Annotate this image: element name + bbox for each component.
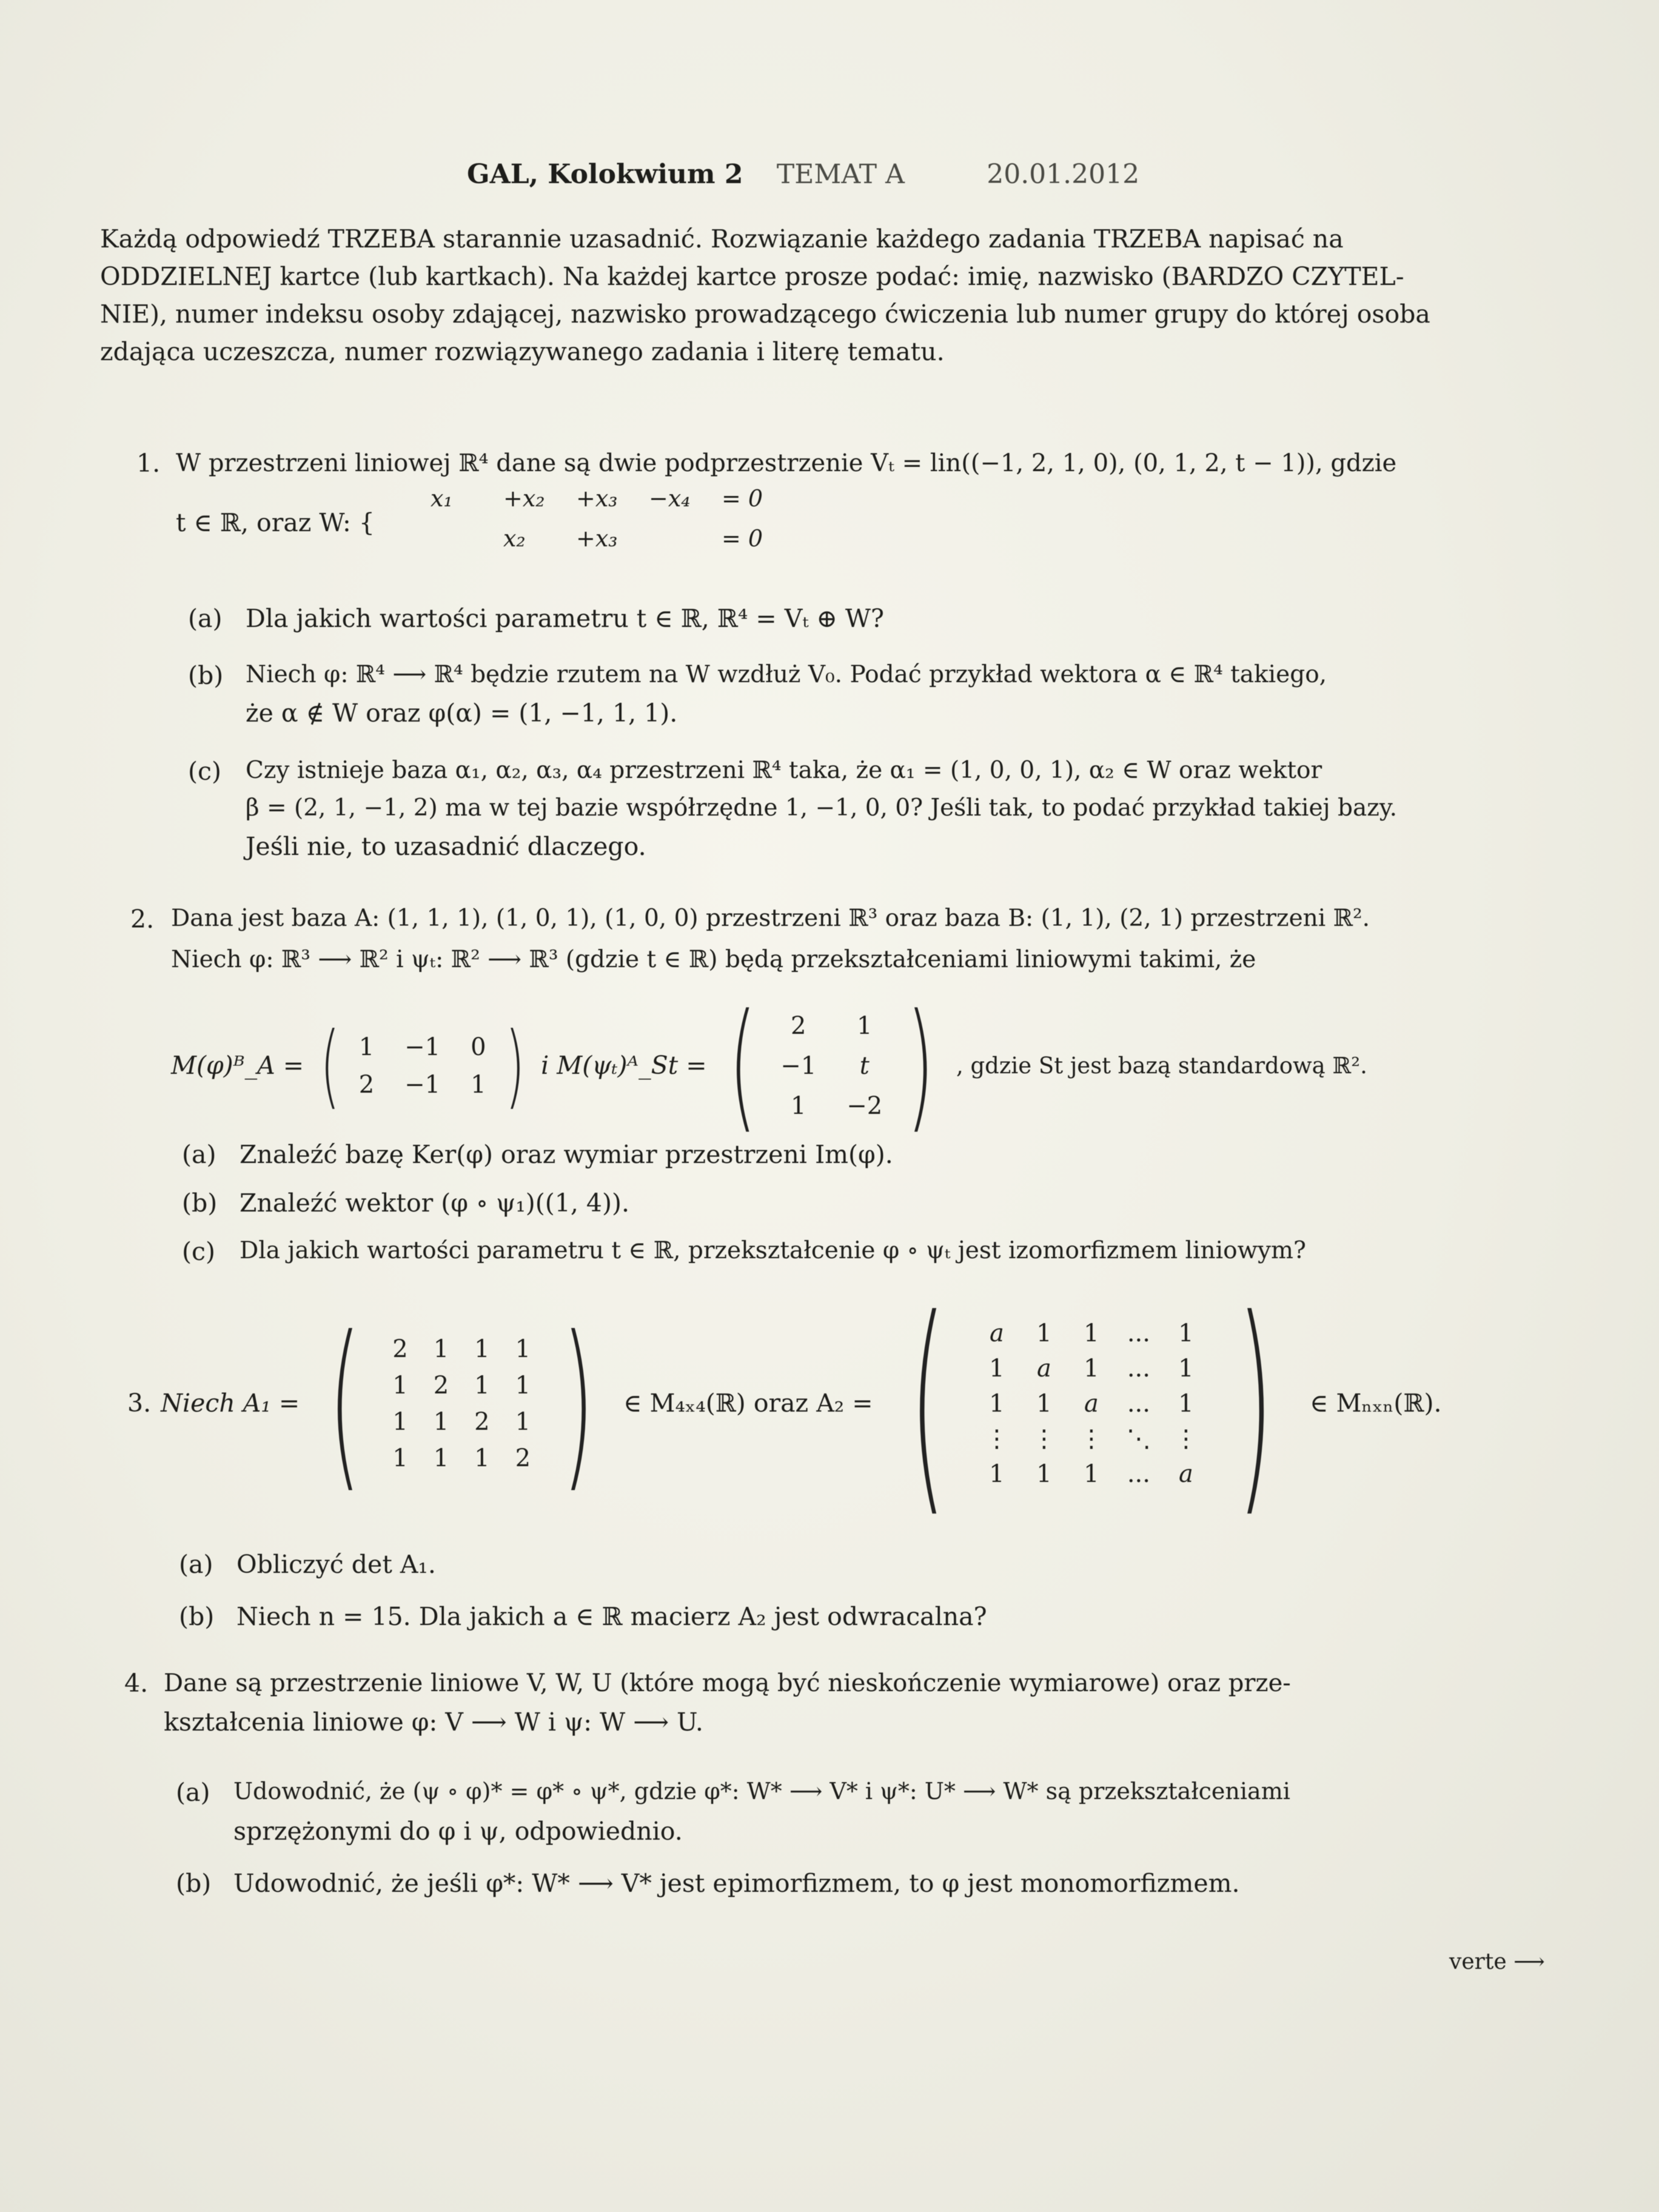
p1-line2: t ∈ ℝ, oraz W: { <box>176 508 375 537</box>
p2-a-label: (a) <box>182 1140 216 1169</box>
matrix-cell: 1 <box>433 1444 449 1472</box>
p1-b-text-2: że α ∉ W oraz φ(α) = (1, −1, 1, 1). <box>246 699 678 728</box>
p3-tail: ∈ Mₙₓₙ(ℝ). <box>1310 1389 1442 1418</box>
p3-b-text: Niech n = 15. Dla jakich a ∈ ℝ macierz A₂ jest odwracalna? <box>236 1602 987 1631</box>
p1-eq-row-2 <box>431 525 776 553</box>
matrix-cell: 1 <box>433 1408 449 1436</box>
p2-b-label: (b) <box>182 1188 218 1218</box>
matrix-cell: ... <box>1127 1319 1150 1347</box>
matrix-cell: ⋮ <box>984 1425 1009 1453</box>
course-title: GAL, Kolokwium 2 <box>467 159 743 190</box>
p3-matrix-A2 <box>982 1319 1201 1489</box>
matrix-cell: a <box>1036 1355 1051 1382</box>
p2-tail-text: , gdzie St jest bazą standardową ℝ². <box>956 1052 1367 1079</box>
matrix-cell: 1 <box>392 1408 408 1436</box>
matrix-cell: 1 <box>989 1355 1005 1382</box>
p1-c-label: (c) <box>188 757 221 786</box>
p2-matrix-1 <box>357 1033 489 1099</box>
matrix-cell: 1 <box>474 1335 490 1363</box>
matrix-cell: 1 <box>474 1444 490 1472</box>
eq-term: x₁ <box>431 485 453 512</box>
right-paren: ) <box>562 1298 594 1509</box>
eq-term <box>431 525 503 553</box>
p1-a-text: Dla jakich wartości parametru t ∈ ℝ, ℝ⁴ = Vₜ ⊕ W? <box>246 604 885 633</box>
matrix-cell: a <box>989 1319 1004 1347</box>
p2-c-text: Dla jakich wartości parametru t ∈ ℝ, przekształcenie φ ∘ ψₜ jest izomorfizmem liniowym? <box>240 1237 1306 1264</box>
matrix-cell: 2 <box>358 1071 375 1099</box>
p1-eq-row-1 <box>431 485 776 513</box>
p3-b-label: (b) <box>179 1602 215 1631</box>
p1-b-label: (b) <box>188 661 224 690</box>
matrix-cell: ... <box>1127 1355 1150 1382</box>
p1-b-text-1: Niech φ: ℝ⁴ ⟶ ℝ⁴ będzie rzutem na W wzdłuż V₀. Podać przykład wektora α ∈ ℝ⁴ takiego, <box>246 661 1327 688</box>
p4-a-text-1: Udowodnić, że (ψ ∘ φ)* = φ* ∘ ψ*, gdzie φ*: W* ⟶ V* i ψ*: U* ⟶ W* są przekształceniami <box>233 1778 1290 1805</box>
matrix-cell: 1 <box>1036 1390 1052 1418</box>
p2-line1: Dana jest baza A: (1, 1, 1), (1, 0, 1), (1, 0, 0) przestrzeni ℝ³ oraz baza B: (1, 1), (2, 1) przestrzeni ℝ². <box>171 905 1370 932</box>
left-paren: ( <box>320 1013 340 1119</box>
right-paren: ) <box>504 1013 525 1119</box>
matrix-cell: 1 <box>1036 1460 1052 1488</box>
matrix-cell: a <box>1084 1390 1099 1418</box>
matrix-cell: 1 <box>471 1071 486 1099</box>
p3-lead: Niech A₁ = <box>161 1389 300 1418</box>
p3-number: 3. <box>127 1389 152 1418</box>
eq-term: = 0 <box>722 485 763 512</box>
matrix-cell: 1 <box>515 1335 531 1363</box>
matrix-cell: 1 <box>989 1390 1005 1418</box>
matrix-cell: a <box>1178 1460 1193 1488</box>
intro-line-3: NIE), numer indeksu osoby zdającej, nazwisko prowadzącego ćwiczenia lub numer grupy do której osoba <box>100 300 1430 329</box>
p2-m1-label: M(φ)ᴮ_A = <box>171 1051 304 1081</box>
left-paren: ( <box>329 1298 361 1509</box>
matrix-cell: 1 <box>358 1033 375 1061</box>
p3-a-label: (a) <box>179 1550 213 1579</box>
matrix-cell: ... <box>1127 1460 1150 1488</box>
p4-number: 4. <box>124 1669 149 1698</box>
p1-c-text-3: Jeśli nie, to uzasadnić dlaczego. <box>246 832 646 861</box>
matrix-cell: 1 <box>1178 1390 1194 1418</box>
p2-matrix-line <box>171 982 1367 1150</box>
matrix-cell: ⋱ <box>1126 1425 1151 1453</box>
eq-term: x₂ <box>503 525 526 552</box>
right-paren: ) <box>1237 1269 1273 1538</box>
p2-mid-text: i M(ψₜ)ᴬ_St = <box>541 1051 707 1081</box>
matrix-cell: 1 <box>515 1408 531 1436</box>
p2-b-text: Znaleźć wektor (φ ∘ ψ₁)((1, 4)). <box>240 1188 630 1218</box>
p3-matrix-A1 <box>390 1335 533 1473</box>
p4-a-text-2: sprzężonymi do φ i ψ, odpowiednio. <box>233 1817 683 1846</box>
matrix-cell: 1 <box>474 1372 490 1399</box>
p2-line2: Niech φ: ℝ³ ⟶ ℝ² i ψₜ: ℝ² ⟶ ℝ³ (gdzie t ∈ ℝ) będą przekształceniami liniowymi takimi, że <box>171 946 1256 973</box>
matrix-cell: ⋮ <box>1079 1425 1104 1453</box>
matrix-cell: ⋮ <box>1173 1425 1198 1453</box>
matrix-cell: 1 <box>857 1012 873 1040</box>
eq-term <box>649 525 722 553</box>
matrix-cell: 1 <box>1084 1319 1099 1347</box>
matrix-cell: 1 <box>1084 1460 1099 1488</box>
matrix-cell: ⋮ <box>1031 1425 1056 1453</box>
eq-term: +x₂ <box>503 485 545 512</box>
left-paren: ( <box>728 985 756 1147</box>
matrix-cell: 1 <box>433 1335 449 1363</box>
verte-label: verte ⟶ <box>1449 1949 1545 1974</box>
p2-matrix-2 <box>778 1011 885 1121</box>
matrix-cell: 1 <box>515 1372 531 1399</box>
p1-c-text-2: β = (2, 1, −1, 2) ma w tej bazie współrzędne 1, −1, 0, 0? Jeśli tak, to podać przykład takiej bazy. <box>246 794 1398 822</box>
p2-c-label: (c) <box>182 1237 215 1266</box>
intro-line-4: zdająca uczeszcza, numer rozwiązywanego zadania i literę tematu. <box>100 337 945 366</box>
p3-a-text: Obliczyć det A₁. <box>236 1550 436 1579</box>
p1-equation-system <box>431 485 776 552</box>
left-paren: ( <box>910 1269 946 1538</box>
matrix-cell: −1 <box>404 1071 441 1099</box>
matrix-cell: 2 <box>392 1335 408 1363</box>
p2-number: 2. <box>130 905 155 934</box>
right-paren: ) <box>907 985 934 1147</box>
intro-line-2: ODDZIELNEJ kartce (lub kartkach). Na każdej kartce prosze podać: imię, nazwisko (BARDZO CZYTEL- <box>100 262 1404 291</box>
p4-line2: kształcenia liniowe φ: V ⟶ W i ψ: W ⟶ U. <box>164 1708 703 1737</box>
matrix-cell: 1 <box>1084 1355 1099 1382</box>
matrix-cell: 2 <box>474 1408 490 1436</box>
topic-label: TEMAT A <box>776 159 905 190</box>
matrix-cell: 1 <box>392 1372 408 1399</box>
exam-header <box>467 159 1139 191</box>
matrix-cell: 1 <box>791 1092 806 1120</box>
matrix-cell: ... <box>1127 1390 1150 1418</box>
matrix-cell: 1 <box>1036 1319 1052 1347</box>
matrix-cell: 1 <box>392 1444 408 1472</box>
p3-mid: ∈ M₄ₓ₄(ℝ) oraz A₂ = <box>623 1389 873 1418</box>
p4-b-label: (b) <box>176 1869 212 1898</box>
matrix-cell: 2 <box>433 1372 449 1399</box>
matrix-cell: 2 <box>791 1012 806 1040</box>
p1-line1: W przestrzeni liniowej ℝ⁴ dane są dwie podprzestrzenie Vₜ = lin((−1, 2, 1, 0), (0, 1, 2, t − 1)), gdzie <box>176 449 1397 477</box>
matrix-cell: −1 <box>404 1033 441 1061</box>
p1-c-text-1: Czy istnieje baza α₁, α₂, α₃, α₄ przestrzeni ℝ⁴ taka, że α₁ = (1, 0, 0, 1), α₂ ∈ W oraz wektor <box>246 757 1322 784</box>
matrix-cell: −2 <box>846 1092 883 1120</box>
p4-a-label: (a) <box>176 1778 210 1807</box>
p2-a-text: Znaleźć bazę Ker(φ) oraz wymiar przestrzeni Im(φ). <box>240 1140 893 1169</box>
matrix-cell: 2 <box>515 1444 531 1472</box>
p1-number: 1. <box>136 449 161 478</box>
eq-term: +x₃ <box>576 485 618 512</box>
eq-term: −x₄ <box>649 485 691 512</box>
matrix-cell: 1 <box>1178 1355 1194 1382</box>
matrix-cell: 0 <box>471 1033 486 1061</box>
matrix-cell: 1 <box>989 1460 1005 1488</box>
matrix-cell: −1 <box>780 1052 817 1080</box>
p3-line <box>127 1269 1442 1538</box>
matrix-cell: t <box>859 1052 870 1080</box>
eq-term: +x₃ <box>576 525 618 552</box>
p1-a-label: (a) <box>188 604 223 633</box>
eq-term: = 0 <box>722 525 763 552</box>
intro-line-1: Każdą odpowiedź TRZEBA starannie uzasadnić. Rozwiązanie każdego zadania TRZEBA napisać na <box>100 224 1344 253</box>
p4-b-text: Udowodnić, że jeśli φ*: W* ⟶ V* jest epimorfizmem, to φ jest monomorfizmem. <box>233 1869 1240 1898</box>
exam-date: 20.01.2012 <box>987 159 1140 190</box>
p4-line1: Dane są przestrzenie liniowe V, W, U (które mogą być nieskończenie wymiarowe) oraz prze- <box>164 1669 1291 1697</box>
matrix-cell: 1 <box>1178 1319 1194 1347</box>
